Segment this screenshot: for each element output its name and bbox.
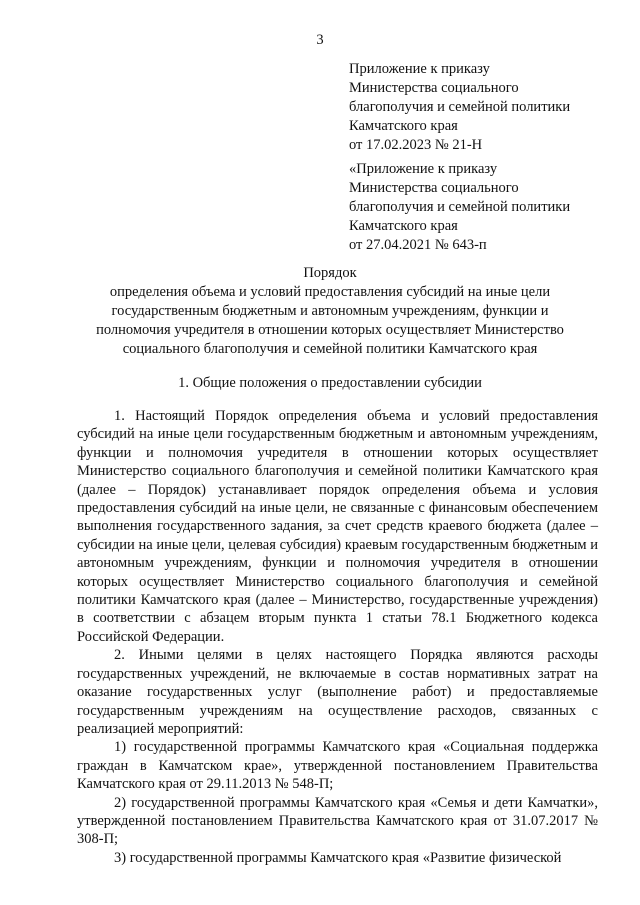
appendix-original-order <box>349 160 609 255</box>
appendix-line: Министерства социального <box>349 180 519 196</box>
title-line: социального благополучия и семейной политики Камчатского края <box>122 341 538 357</box>
title-heading: Порядок <box>303 265 357 281</box>
appendix-line: благополучия и семейной политики <box>349 199 571 215</box>
paragraph: 2. Иными целями в целях настоящего Порядка являются расходы государственных учреждений, не включаемые в состав нормативных затрат на оказание государственных услуг (выполнение работ) и предоставляемые государственным учреждениям на осуществление расходов, связанных с реализацией мероприятий: <box>77 647 598 737</box>
document-title <box>60 264 600 359</box>
document-body <box>77 407 598 867</box>
appendix-line: Камчатского края <box>349 118 458 134</box>
appendix-line: благополучия и семейной политики <box>349 99 571 115</box>
paragraph: 2) государственной программы Камчатского края «Семья и дети Камчатки», утвержденной постановлением Правительства Камчатского края от 31.07.2017 № 308-П; <box>77 794 598 848</box>
paragraph: 3) государственной программы Камчатского края «Развитие физической <box>114 849 562 866</box>
paragraph: 1. Настоящий Порядок определения объема и условий предоставления субсидий на иные цели государственным бюджетным и автономным учреждениям, функции и полномочия учредителя в отношении которых осуществляет Министерство социального благополучия и семейной политики Камчатского края (далее – Порядок) устанавливает порядок определения объема и условия предоставления субсидий на иные цели, не связанные с финансовым обеспечением выполнения государственного задания, за счет средств краевого бюджета (далее – субсидии на иные цели, целевая субсидия) краевым государственным бюджетным и автономным учреждениям, функции и полномочия учредителя в отношении которых осуществляет Министерство социального благополучия и семейной политики Камчатского края (далее – Министерство, государственные учреждения) в соответствии с абзацем вторым пункта 1 статьи 78.1 Бюджетного кодекса Российской Федерации. <box>77 408 598 645</box>
appendix-line: Камчатского края <box>349 218 458 234</box>
appendix-current-order <box>349 60 609 155</box>
paragraph: 1) государственной программы Камчатского края «Социальная поддержка граждан в Камчатском крае», утвержденной постановлением Правительства Камчатского края от 29.11.2013 № 548-П; <box>77 739 598 793</box>
appendix-line: Министерства социального <box>349 80 519 96</box>
section-heading: 1. Общие положения о предоставлении субсидии <box>178 375 482 391</box>
title-line: определения объема и условий предоставления субсидий на иные цели <box>109 284 551 300</box>
page-number: 3 <box>316 32 324 48</box>
title-line: государственным бюджетным и автономным учреждениям, функции и <box>111 303 549 319</box>
appendix-line: «Приложение к приказу <box>349 161 498 177</box>
title-line: полномочия учредителя в отношении которых осуществляет Министерство <box>96 322 564 338</box>
appendix-line: от 17.02.2023 № 21-Н <box>349 137 483 153</box>
appendix-line: от 27.04.2021 № 643-п <box>349 237 487 253</box>
appendix-line: Приложение к приказу <box>349 61 490 77</box>
